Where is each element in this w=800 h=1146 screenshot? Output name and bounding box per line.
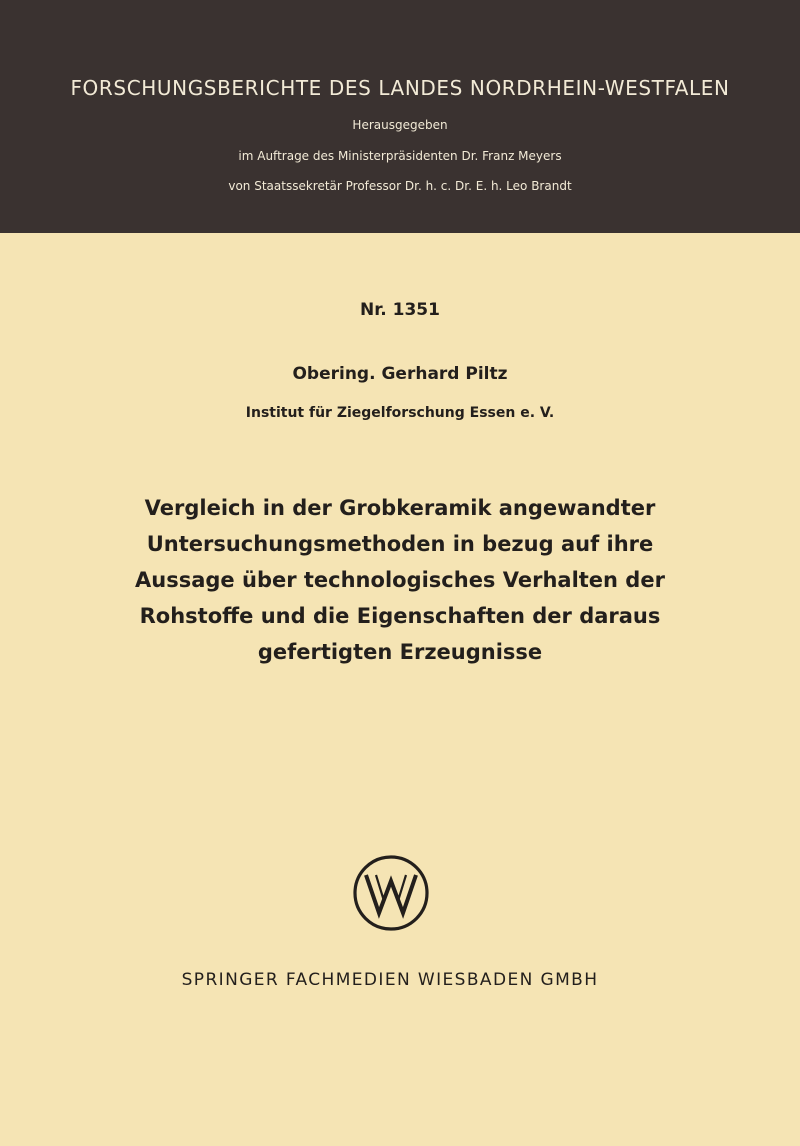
header-editor-line: Herausgegeben [352, 118, 448, 132]
report-number: Nr. 1351 [360, 300, 440, 320]
title-line: Aussage über technologisches Verhalten der [135, 568, 665, 592]
header-secretary-line: von Staatssekretär Professor Dr. h. c. Dr. E. h. Leo Brandt [228, 179, 572, 193]
publisher-name: SPRINGER FACHMEDIEN WIESBADEN GMBH [181, 970, 599, 990]
publisher-logo-icon [351, 853, 431, 933]
author-name: Obering. Gerhard Piltz [292, 364, 508, 384]
title-line: Vergleich in der Grobkeramik angewandter [144, 496, 656, 520]
institute-name: Institut für Ziegelforschung Essen e. V. [245, 405, 555, 421]
series-title: FORSCHUNGSBERICHTE DES LANDES NORDRHEIN-WESTFALEN [70, 76, 730, 100]
title-line: Rohstoffe und die Eigenschaften der daraus [139, 604, 661, 628]
book-title [0, 490, 800, 670]
cover-header-band [0, 0, 800, 233]
title-line: gefertigten Erzeugnisse [257, 640, 543, 664]
title-line: Untersuchungsmethoden in bezug auf ihre [146, 532, 654, 556]
header-commission-line: im Auftrage des Ministerpräsidenten Dr. Franz Meyers [238, 149, 562, 163]
